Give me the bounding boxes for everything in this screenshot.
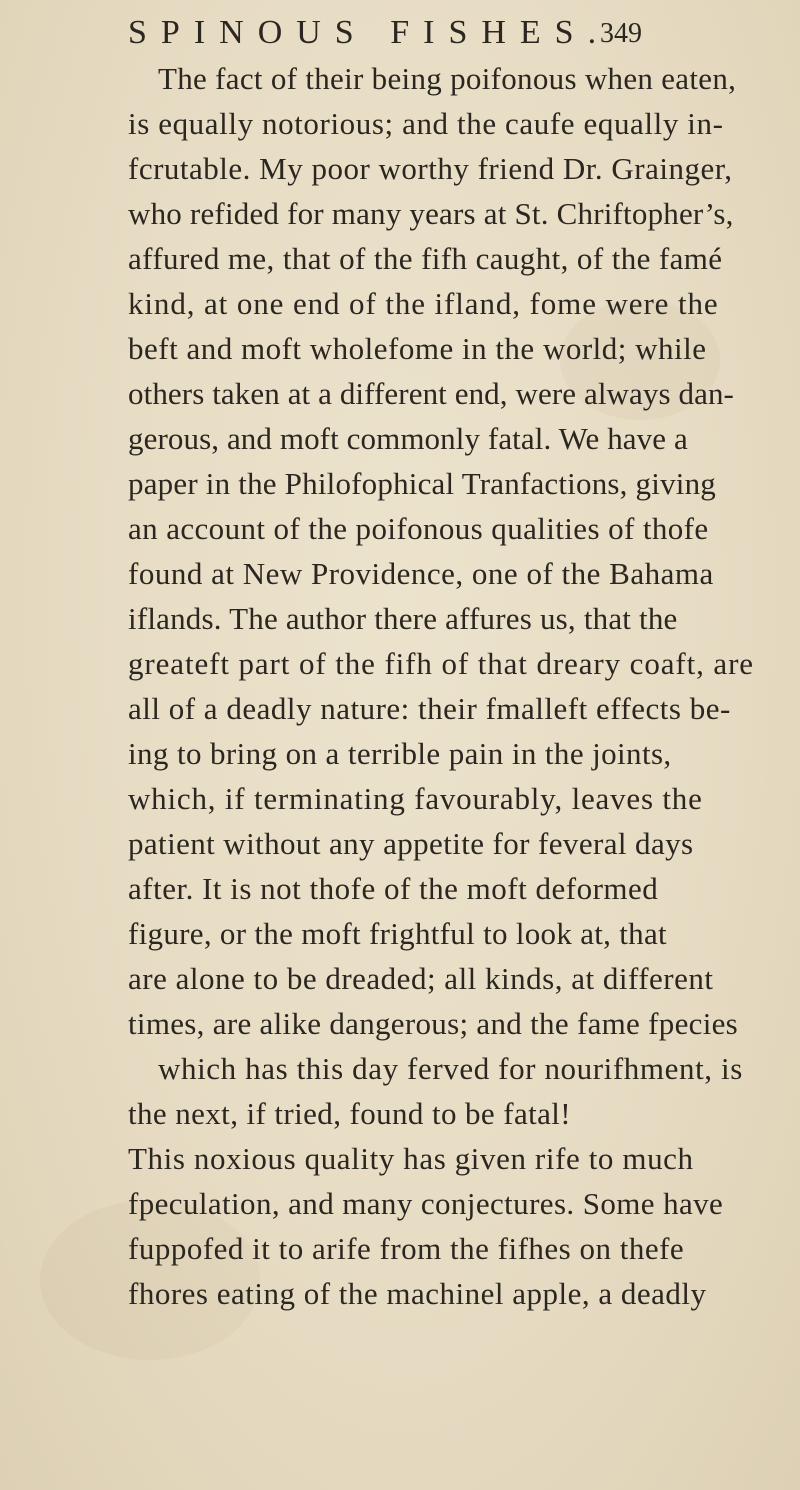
- text-line: others taken at a different end, were always dan-: [128, 376, 734, 411]
- text-line: iflands. The author there affures us, that the: [128, 601, 678, 636]
- text-line: kind, at one end of the ifland, fome were the: [128, 286, 719, 321]
- text-line: figure, or the moft frightful to look at, that: [128, 916, 667, 951]
- text-line: fpeculation, and many conjectures. Some have: [128, 1186, 724, 1221]
- text-line: affured me, that of the fifh caught, of the famé: [128, 241, 723, 276]
- text-line: found at New Providence, one of the Bahama: [128, 556, 714, 591]
- text-line: paper in the Philofophical Tranfactions, giving: [128, 466, 716, 501]
- text-line: fhores eating of the machinel apple, a deadly: [128, 1276, 707, 1311]
- page-number: 349: [600, 18, 642, 49]
- text-line: all of a deadly nature: their fmalleft effects be-: [128, 691, 731, 726]
- text-line: fuppofed it to arife from the fifhes on thefe: [128, 1231, 685, 1266]
- text-line: is equally notorious; and the caufe equally in-: [128, 106, 724, 141]
- text-line: after. It is not thofe of the moft deformed: [128, 871, 659, 906]
- text-line: gerous, and moft commonly fatal. We have a: [128, 421, 688, 456]
- page-header: [0, 10, 800, 58]
- text-line: which has this day ferved for nourifhment, is: [158, 1051, 743, 1086]
- text-line: who refided for many years at St. Chriftopher’s,: [128, 196, 734, 231]
- text-line: beft and moft wholefome in the world; while: [128, 331, 707, 366]
- running-title: SPINOUS FISHES.: [128, 14, 611, 51]
- text-line: an account of the poifonous qualities of thofe: [128, 511, 709, 546]
- text-line: ing to bring on a terrible pain in the joints,: [128, 736, 672, 771]
- text-line: patient without any appetite for feveral days: [128, 826, 694, 861]
- text-line: greateft part of the fifh of that dreary coaft, are: [128, 646, 754, 681]
- text-line: The fact of their being poifonous when eaten,: [158, 61, 737, 96]
- text-line: which, if terminating favourably, leaves the: [128, 781, 703, 816]
- text-line: fcrutable. My poor worthy friend Dr. Grainger,: [128, 151, 733, 186]
- text-line: are alone to be dreaded; all kinds, at different: [128, 961, 714, 996]
- text-line: times, are alike dangerous; and the fame fpecies: [128, 1006, 739, 1041]
- text-line: This noxious quality has given rife to much: [128, 1141, 694, 1176]
- text-line: the next, if tried, found to be fatal!: [128, 1096, 572, 1131]
